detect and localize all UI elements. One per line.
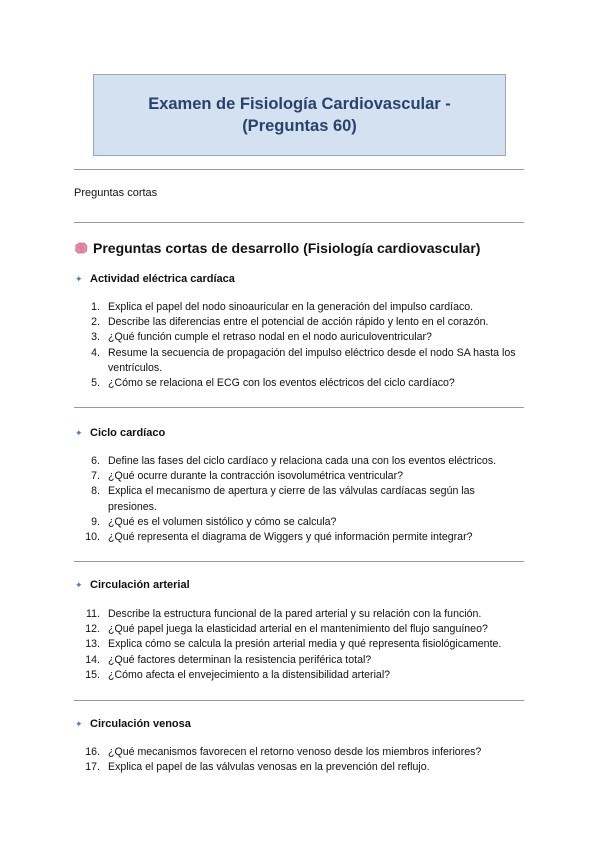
question-item: 13. Explica cómo se calcula la presión arterial media y qué representa fisiológicamente. — [85, 638, 502, 651]
question-item: 3. ¿Qué función cumple el retraso nodal en el nodo auriculoventricular? — [91, 331, 432, 344]
diamond-bullet-icon: ✦ — [75, 718, 83, 729]
question-item: 15. ¿Cómo afecta el envejecimiento a la distensibilidad arterial? — [85, 668, 391, 681]
divider — [74, 561, 524, 562]
question-item: 7. ¿Qué ocurre durante la contracción isovolumétrica ventricular? — [91, 470, 403, 483]
section-title: Circulación arterial — [90, 579, 190, 591]
question-item: 1. Explica el papel del nodo sinoauricular en la generación del impulso cardíaco. — [91, 301, 474, 313]
section-title: Actividad eléctrica cardíaca — [90, 273, 235, 285]
question-item: 11. Describe la estructura funcional de la pared arterial y su relación con la función. — [86, 608, 482, 620]
section-heading — [74, 426, 524, 440]
divider — [74, 222, 524, 223]
brain-icon — [74, 242, 88, 254]
section-title: Circulación venosa — [90, 718, 191, 730]
section-actividad-electrica — [74, 272, 524, 391]
question-item: 12. ¿Qué papel juega la elasticidad arterial en el mantenimiento del flujo sanguíneo? — [85, 623, 488, 636]
divider — [74, 700, 524, 701]
section-heading — [74, 717, 524, 731]
question-item: 16. ¿Qué mecanismos favorecen el retorno venoso desde los miembros inferiores? — [85, 746, 482, 758]
question-item: 17. Explica el papel de las válvulas venosas en la prevención del reflujo. — [85, 761, 430, 774]
exam-title-box — [93, 74, 506, 156]
question-item: 6. Define las fases del ciclo cardíaco y relaciona cada una con los eventos eléctricos. — [91, 455, 497, 467]
question-item: 14. ¿Qué factores determinan la resistencia periférica total? — [85, 653, 372, 666]
question-item: 8. Explica el mecanismo de apertura y cierre de las válvulas cardíacas según las presiones. — [91, 485, 475, 513]
section-circulacion-venosa — [74, 717, 524, 775]
main-heading-text: Preguntas cortas de desarrollo (Fisiología cardiovascular) — [93, 240, 481, 256]
section-title: Ciclo cardíaco — [90, 427, 166, 439]
subtitle: Preguntas cortas — [74, 187, 158, 199]
diamond-bullet-icon: ✦ — [75, 579, 83, 590]
section-heading — [74, 272, 524, 286]
diamond-bullet-icon: ✦ — [75, 273, 83, 284]
question-item: 9. ¿Qué es el volumen sistólico y cómo se calcula? — [91, 515, 337, 528]
main-heading — [74, 240, 480, 256]
diamond-bullet-icon: ✦ — [75, 427, 83, 438]
question-item: 2. Describe las diferencias entre el potencial de acción rápido y lento en el corazón. — [91, 316, 489, 329]
exam-title-line-1: Examen de Fisiología Cardiovascular - — [148, 95, 451, 113]
section-ciclo-cardiaco — [74, 426, 524, 545]
divider — [74, 169, 524, 170]
section-heading — [74, 578, 524, 592]
exam-title-line-2: (Preguntas 60) — [242, 117, 357, 135]
question-item: 4. Resume la secuencia de propagación del impulso eléctrico desde el nodo SA hasta los ventrículos. — [91, 346, 516, 374]
question-item: 5. ¿Cómo se relaciona el ECG con los eventos eléctricos del ciclo cardíaco? — [91, 377, 455, 390]
divider — [74, 407, 524, 408]
section-circulacion-arterial — [74, 578, 524, 683]
question-item: 10. ¿Qué representa el diagrama de Wiggers y qué información permite integrar? — [85, 531, 473, 544]
